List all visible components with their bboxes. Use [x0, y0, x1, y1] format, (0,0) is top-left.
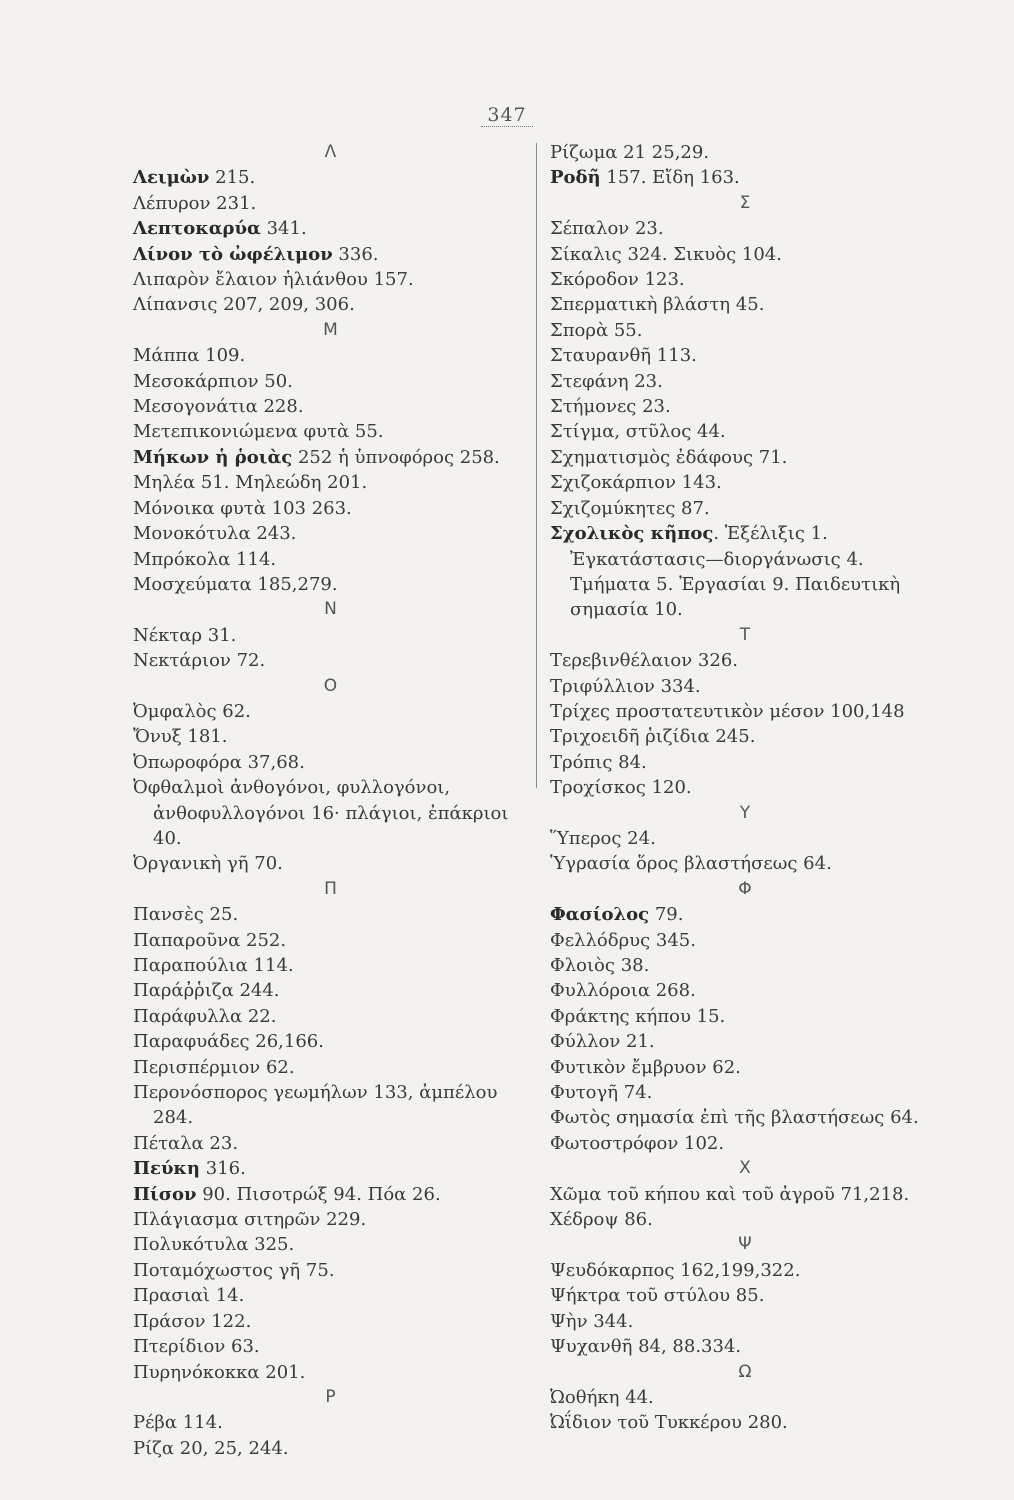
entry-term: Πίσον: [133, 1183, 197, 1205]
index-entry: [133, 165, 528, 190]
entry-term: Ροδῆ: [550, 167, 601, 189]
entry-text: Τριχοειδῆ ῥιζίδια 245.: [550, 726, 756, 748]
index-entry: [133, 1029, 528, 1054]
index-entry: [550, 1105, 940, 1130]
index-entry: [133, 369, 528, 394]
index-entry: [550, 724, 940, 749]
entry-text: Φυλλόροια 268.: [550, 980, 696, 1002]
entry-term: Πεύκη: [133, 1158, 201, 1180]
index-entry: [550, 1029, 940, 1054]
entry-text: Σταυρανθῆ 113.: [550, 345, 697, 367]
entry-text: Ὀπωροφόρα 37,68.: [133, 751, 305, 773]
entry-text: Στίγμα, στῦλος 44.: [550, 421, 726, 443]
entry-text: Ρίζωμα 21 25,29.: [550, 142, 710, 163]
entry-text: Σκόροδον 123.: [550, 269, 685, 291]
entry-text: Νέκταρ 31.: [133, 624, 237, 646]
index-entry: [133, 1232, 528, 1257]
index-entry: [133, 623, 528, 648]
index-entry: [133, 775, 528, 851]
index-entry: [133, 724, 528, 749]
entry-text: Μεσοκάρπιον 50.: [133, 370, 293, 392]
index-entry: [133, 1080, 528, 1131]
entry-text: Παραπούλια 114.: [133, 955, 294, 976]
entry-text: Περονόσπορος γεωμήλων 133, ἀμπέλου 284.: [133, 1082, 498, 1129]
index-entry: [550, 496, 940, 521]
index-entry: [550, 1309, 940, 1334]
index-entry: [133, 191, 528, 216]
entry-text: Ψευδόκαρπος 162,199,322.: [550, 1259, 801, 1281]
entry-term: Λεπτοκαρύα: [133, 218, 261, 240]
index-entry: [550, 445, 940, 470]
entry-text: 316.: [200, 1158, 246, 1180]
entry-text: . Ἐξέλιξις 1. Ἐγκατάστασις—διοργάνωσις 4. Τμήματα 5. Ἐργασίαι 9. Παιδευτικὴ σημασία 10.: [570, 523, 901, 621]
entry-text: Μετεπικονιώμενα φυτὰ 55.: [133, 421, 384, 443]
entry-text: 341.: [260, 218, 307, 240]
index-entry: [550, 928, 940, 953]
entry-text: Μόνοικα φυτὰ 103 263.: [133, 497, 352, 519]
index-entry: [133, 928, 528, 953]
entry-text: Σπορὰ 55.: [550, 319, 643, 341]
index-entry: [550, 1410, 940, 1435]
index-entry: [133, 1258, 528, 1283]
index-entry: [133, 902, 528, 927]
entry-text: Μπρόκολα 114.: [133, 548, 277, 570]
entry-text: Πλάγιασμα σιτηρῶν 229.: [133, 1209, 367, 1231]
entry-text: Ὀργανικὴ γῆ 70.: [133, 853, 283, 875]
page-number-text: 347: [481, 104, 532, 127]
entry-text: Παραφυάδες 26,166.: [133, 1031, 324, 1053]
entry-text: Ψήκτρα τοῦ στύλου 85.: [550, 1285, 765, 1307]
entry-text: Ψυχανθῆ 84, 88.334.: [550, 1336, 742, 1358]
entry-text: Πτερίδιον 63.: [133, 1336, 260, 1358]
entry-text: Ὠΐδιον τοῦ Τυκκέρου 280.: [550, 1412, 788, 1434]
entry-text: Ψὴν 344.: [550, 1310, 634, 1332]
index-entry: [550, 1385, 940, 1410]
index-entry: [550, 1258, 940, 1283]
index-entry: [133, 470, 528, 495]
entry-text: Νεκτάριον 72.: [133, 650, 266, 672]
entry-text: Τερεβινθέλαιον 326.: [550, 650, 739, 672]
entry-term: Φασίολος: [550, 904, 650, 926]
entry-text: 157. Εἴδη 163.: [600, 167, 740, 189]
entry-text: Ποταμόχωστος γῆ 75.: [133, 1259, 335, 1281]
entry-text: Παράφυλλα 22.: [133, 1005, 277, 1027]
section-letter: Φ: [738, 878, 752, 899]
index-entry: [550, 1004, 940, 1029]
index-entry: [133, 1283, 528, 1308]
entry-text: Πολυκότυλα 325.: [133, 1234, 295, 1256]
entry-text: Λέπυρον 231.: [133, 192, 257, 214]
index-entry: [550, 851, 940, 876]
index-entry: [550, 648, 940, 673]
entry-text: Χέδροψ 86.: [550, 1209, 653, 1231]
index-entry: [550, 1182, 940, 1207]
entry-text: Περισπέρμιον 62.: [133, 1056, 295, 1078]
index-entry: [133, 1410, 528, 1435]
right-column: [550, 140, 940, 1436]
index-entry: [133, 1309, 528, 1334]
section-letter: Ω: [738, 1361, 752, 1382]
index-entry: [133, 750, 528, 775]
entry-text: Μάππα 109.: [133, 345, 246, 367]
index-entry: [550, 1207, 940, 1232]
index-entry: [133, 343, 528, 368]
entry-text: Ὀμφαλὸς 62.: [133, 700, 251, 722]
index-entry: [550, 750, 940, 775]
index-entry: [550, 1080, 940, 1105]
index-entry: [550, 1055, 940, 1080]
entry-text: Ὀφθαλμοὶ ἀνθογόνοι, φυλλογόνοι, ἀνθοφυλλογόνοι 16· πλάγιοι, ἐπάκριοι 40.: [133, 777, 509, 849]
index-entry: [133, 547, 528, 572]
section-letter: Χ: [739, 1158, 751, 1179]
entry-text: Πανσὲς 25.: [133, 904, 239, 926]
index-entry: [550, 470, 940, 495]
index-entry: [133, 292, 528, 317]
entry-text: Σχηματισμὸς ἐδάφους 71.: [550, 446, 788, 468]
index-entry: [550, 318, 940, 343]
entry-term: Λειμὼν: [133, 167, 210, 189]
entry-text: Τριφύλλιον 334.: [550, 675, 701, 697]
index-entry: [550, 419, 940, 444]
section-letter: Ρ: [325, 1386, 336, 1407]
index-entry: [133, 1360, 528, 1385]
entry-text: Πέταλα 23.: [133, 1132, 239, 1154]
index-entry: [133, 1334, 528, 1359]
index-entry: [550, 242, 940, 267]
entry-text: Πρασιαὶ 14.: [133, 1285, 245, 1307]
index-entry: [133, 1004, 528, 1029]
entry-text: Φύλλον 21.: [550, 1031, 655, 1053]
index-entry: [550, 953, 940, 978]
index-entry: [133, 394, 528, 419]
entry-text: Ὄνυξ 181.: [133, 726, 228, 748]
entry-text: Σχιζοκάρπιον 143.: [550, 472, 722, 494]
entry-text: Ὕπερος 24.: [550, 827, 656, 849]
index-entry: [133, 242, 528, 267]
entry-term: Μήκων ἡ ῥοιὰς: [133, 446, 293, 468]
entry-text: Λίπανσις 207, 209, 306.: [133, 294, 355, 316]
index-entry: [133, 978, 528, 1003]
left-column: [133, 140, 528, 1461]
entry-text: Μηλέα 51. Μηλεώδη 201.: [133, 472, 368, 494]
index-entry: [550, 140, 940, 165]
index-entry: [550, 1131, 940, 1156]
index-entry: [133, 445, 528, 470]
entry-text: Σέπαλον 23.: [550, 218, 664, 240]
index-entry: [133, 419, 528, 444]
index-entry: [550, 978, 940, 1003]
index-entry: [133, 496, 528, 521]
entry-text: Μοσχεύματα 185,279.: [133, 573, 338, 595]
entry-text: Μονοκότυλα 243.: [133, 523, 297, 545]
entry-text: Φυτογῆ 74.: [550, 1082, 653, 1104]
entry-text: Στήμονες 23.: [550, 396, 671, 418]
index-entry: [550, 343, 940, 368]
entry-text: Σίκαλις 324. Σικυὸς 104.: [550, 243, 782, 265]
index-entry: [550, 674, 940, 699]
index-entry: [550, 699, 940, 724]
index-entry: [133, 953, 528, 978]
entry-text: 252 ἡ ὑπνοφόρος 258.: [292, 446, 500, 468]
section-letter: Λ: [324, 142, 337, 162]
column-divider: [536, 143, 537, 788]
index-entry: [133, 521, 528, 546]
section-letter: Τ: [739, 624, 751, 645]
section-letter: Ν: [324, 599, 337, 620]
entry-text: Ὠοθήκη 44.: [550, 1386, 654, 1408]
entry-text: 215.: [209, 167, 256, 189]
index-entry: [550, 775, 940, 800]
index-entry: [133, 699, 528, 724]
index-entry: [133, 267, 528, 292]
section-letter: Ο: [323, 675, 338, 696]
section-letter: Π: [324, 878, 337, 899]
section-letter: Υ: [739, 802, 751, 823]
index-entry: [133, 1156, 528, 1181]
index-entry: [133, 572, 528, 597]
page-number: [0, 104, 1014, 126]
index-entry: [133, 648, 528, 673]
index-entry: [550, 826, 940, 851]
entry-text: Ρίζα 20, 25, 244.: [133, 1437, 289, 1459]
index-entry: [550, 1334, 940, 1359]
entry-text: Σπερματικὴ βλάστη 45.: [550, 294, 765, 316]
index-entry: [550, 369, 940, 394]
index-entry: [550, 521, 940, 623]
entry-text: Φωτοστρόφον 102.: [550, 1132, 725, 1154]
section-letter: Ψ: [738, 1234, 752, 1255]
index-entry: [133, 216, 528, 241]
index-entry: [133, 1207, 528, 1232]
index-entry: [550, 292, 940, 317]
index-entry: [550, 216, 940, 241]
entry-text: 90. Πισοτρώξ 94. Πόα 26.: [196, 1183, 441, 1205]
index-entry: [550, 902, 940, 927]
entry-text: Πυρηνόκοκκα 201.: [133, 1361, 306, 1383]
entry-text: Φωτὸς σημασία ἐπὶ τῆς βλαστήσεως 64.: [550, 1107, 919, 1129]
entry-text: Σχιζομύκητες 87.: [550, 497, 710, 519]
entry-text: Φυτικὸν ἔμβρυον 62.: [550, 1056, 741, 1078]
index-entry: [550, 1283, 940, 1308]
entry-term: Λίνον τὸ ὠφέλιμον: [133, 243, 333, 265]
index-entry: [550, 165, 940, 190]
entry-term: Σχολικὸς κῆπος: [550, 523, 714, 545]
entry-text: Παπαροῦνα 252.: [133, 929, 287, 951]
entry-text: 79.: [649, 904, 684, 926]
index-entry: [133, 1055, 528, 1080]
entry-text: Τρίχες προστατευτικὸν μέσον 100,148: [550, 700, 905, 722]
index-entry: [550, 394, 940, 419]
entry-text: Φράκτης κήπου 15.: [550, 1005, 726, 1027]
index-entry: [133, 1182, 528, 1207]
entry-text: 336.: [332, 243, 379, 265]
section-letter: Μ: [323, 319, 338, 340]
entry-text: Μεσογονάτια 228.: [133, 396, 304, 418]
index-entry: [133, 851, 528, 876]
entry-text: Τροχίσκος 120.: [550, 777, 692, 799]
entry-text: Παράῤῥιζα 244.: [133, 980, 280, 1002]
section-letter: Σ: [739, 192, 751, 213]
entry-text: Χῶμα τοῦ κήπου καὶ τοῦ ἀγροῦ 71,218.: [550, 1183, 910, 1205]
entry-text: Φελλόδρυς 345.: [550, 929, 696, 951]
entry-text: Ὑγρασία ὅρος βλαστήσεως 64.: [550, 853, 832, 875]
index-entry: [550, 267, 940, 292]
entry-text: Ρέβα 114.: [133, 1412, 223, 1434]
index-entry: [133, 1131, 528, 1156]
entry-text: Λιπαρὸν ἔλαιον ἡλιάνθου 157.: [133, 269, 414, 291]
index-entry: [133, 1436, 528, 1461]
entry-text: Πράσον 122.: [133, 1310, 252, 1332]
entry-text: Φλοιὸς 38.: [550, 955, 650, 976]
entry-text: Στεφάνη 23.: [550, 370, 663, 392]
entry-text: Τρόπις 84.: [550, 751, 647, 773]
